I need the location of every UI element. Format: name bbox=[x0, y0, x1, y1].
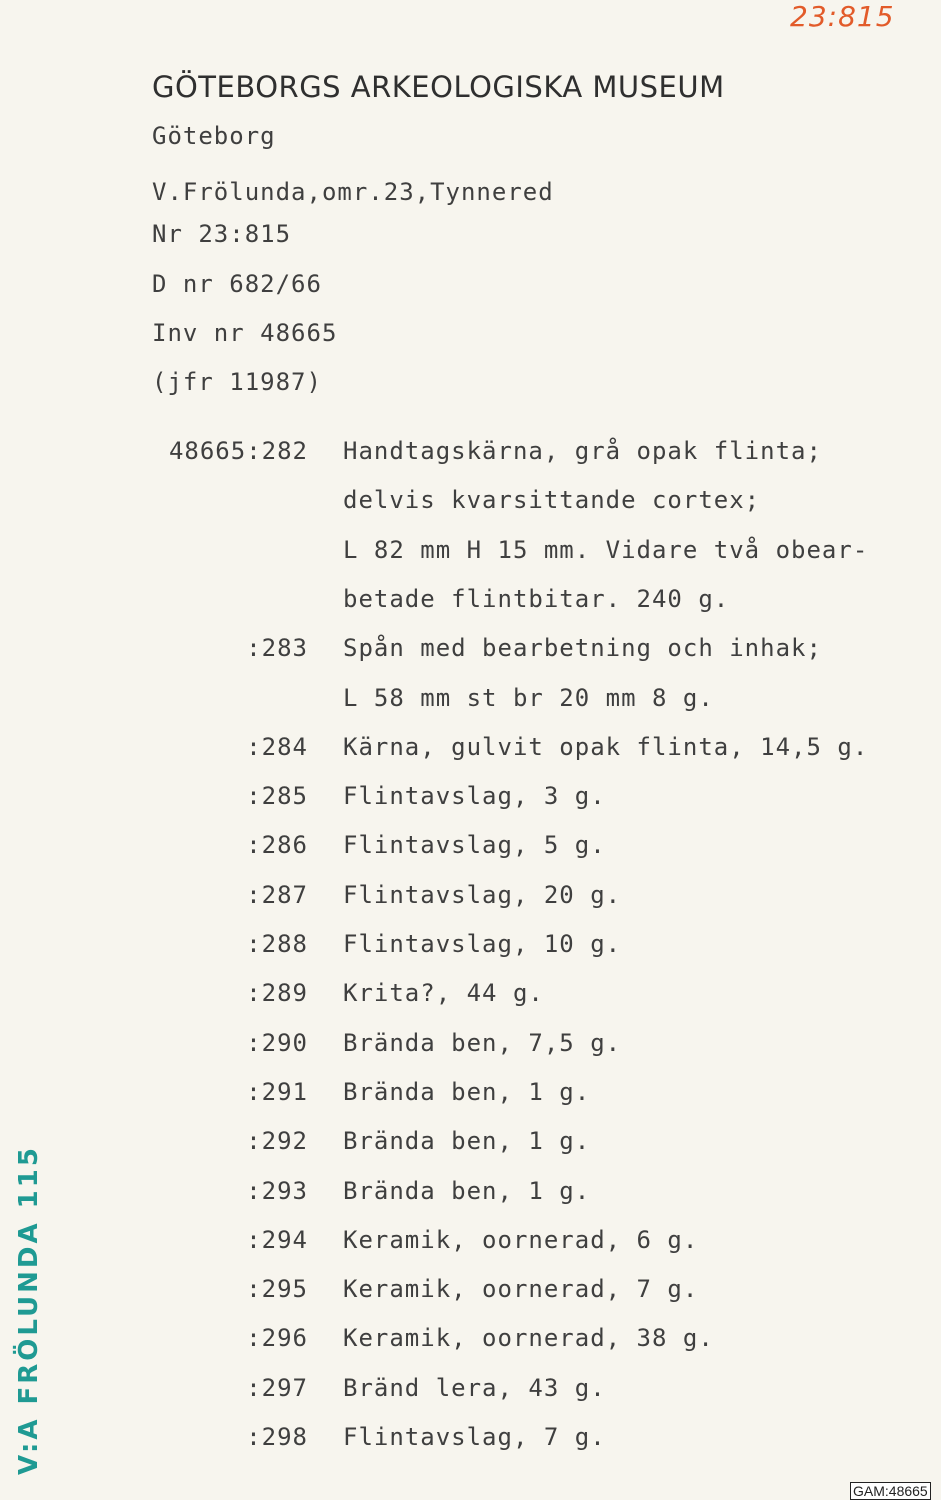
entry-description-line: Handtagskärna, grå opak flinta; bbox=[343, 437, 822, 465]
header-reference: (jfr 11987) bbox=[152, 368, 322, 396]
entry-number: :289 bbox=[246, 979, 308, 1008]
entry-description-line: Brända ben, 1 g. bbox=[343, 1176, 591, 1205]
handwritten-catalog-number: 23:815 bbox=[790, 0, 895, 33]
entry-description-line: delvis kvarsittande cortex; bbox=[343, 486, 761, 515]
entry-description-line: Krita?, 44 g. bbox=[343, 979, 544, 1008]
side-stamp: V:A FRÖLUNDA 115 bbox=[14, 1145, 44, 1475]
entry-description-line: Keramik, oornerad, 38 g. bbox=[343, 1324, 714, 1353]
header-diary-number: D nr 682/66 bbox=[152, 270, 322, 298]
entry-number: 48665:282 bbox=[168, 437, 308, 465]
header-city: Göteborg bbox=[152, 122, 276, 150]
entry-description-line: betade flintbitar. 240 g. bbox=[343, 584, 730, 613]
entry-description-line: Keramik, oornerad, 7 g. bbox=[343, 1275, 699, 1304]
entry-number: :285 bbox=[246, 782, 308, 811]
entry-number: :291 bbox=[246, 1077, 308, 1106]
entry-description-line: Bränd lera, 43 g. bbox=[343, 1373, 606, 1402]
entry-number: :296 bbox=[246, 1324, 308, 1353]
entry-description-line: Brända ben, 7,5 g. bbox=[343, 1028, 622, 1057]
entry-description-line: L 58 mm st br 20 mm 8 g. bbox=[343, 683, 714, 712]
archive-label: GAM:48665 bbox=[850, 1482, 931, 1500]
entry-number: :290 bbox=[246, 1028, 308, 1057]
entry-number: :294 bbox=[246, 1225, 308, 1254]
entry-number: :298 bbox=[246, 1423, 308, 1451]
entry-number: :292 bbox=[246, 1127, 308, 1156]
entry-number: :287 bbox=[246, 880, 308, 909]
entry-description-line: Flintavslag, 10 g. bbox=[343, 930, 622, 958]
museum-title: GÖTEBORGS ARKEOLOGISKA MUSEUM bbox=[152, 70, 725, 104]
entry-description-line: Flintavslag, 20 g. bbox=[343, 880, 622, 909]
header-site: V.Frölunda,omr.23,Tynnered bbox=[152, 178, 554, 206]
entry-number: :283 bbox=[246, 634, 308, 663]
entry-description-line: Kärna, gulvit opak flinta, 14,5 g. bbox=[343, 732, 869, 761]
entry-number: :286 bbox=[246, 831, 308, 860]
entry-number: :293 bbox=[246, 1176, 308, 1205]
entry-number: :295 bbox=[246, 1275, 308, 1304]
entry-number: :288 bbox=[246, 930, 308, 958]
header-number: Nr 23:815 bbox=[152, 220, 292, 248]
entry-description-line: Flintavslag, 7 g. bbox=[343, 1423, 606, 1451]
entry-description-line: Keramik, oornerad, 6 g. bbox=[343, 1225, 699, 1254]
entry-description-line: Spån med bearbetning och inhak; bbox=[343, 634, 822, 663]
entry-description-line: Flintavslag, 5 g. bbox=[343, 831, 606, 860]
entry-number: :284 bbox=[246, 732, 308, 761]
entry-description-line: Brända ben, 1 g. bbox=[343, 1077, 591, 1106]
entry-description-line: Brända ben, 1 g. bbox=[343, 1127, 591, 1156]
entry-description-line: Flintavslag, 3 g. bbox=[343, 782, 606, 811]
entry-number: :297 bbox=[246, 1373, 308, 1402]
entry-description-line: L 82 mm H 15 mm. Vidare två obear- bbox=[343, 535, 869, 564]
header-inventory-number: Inv nr 48665 bbox=[152, 319, 338, 347]
